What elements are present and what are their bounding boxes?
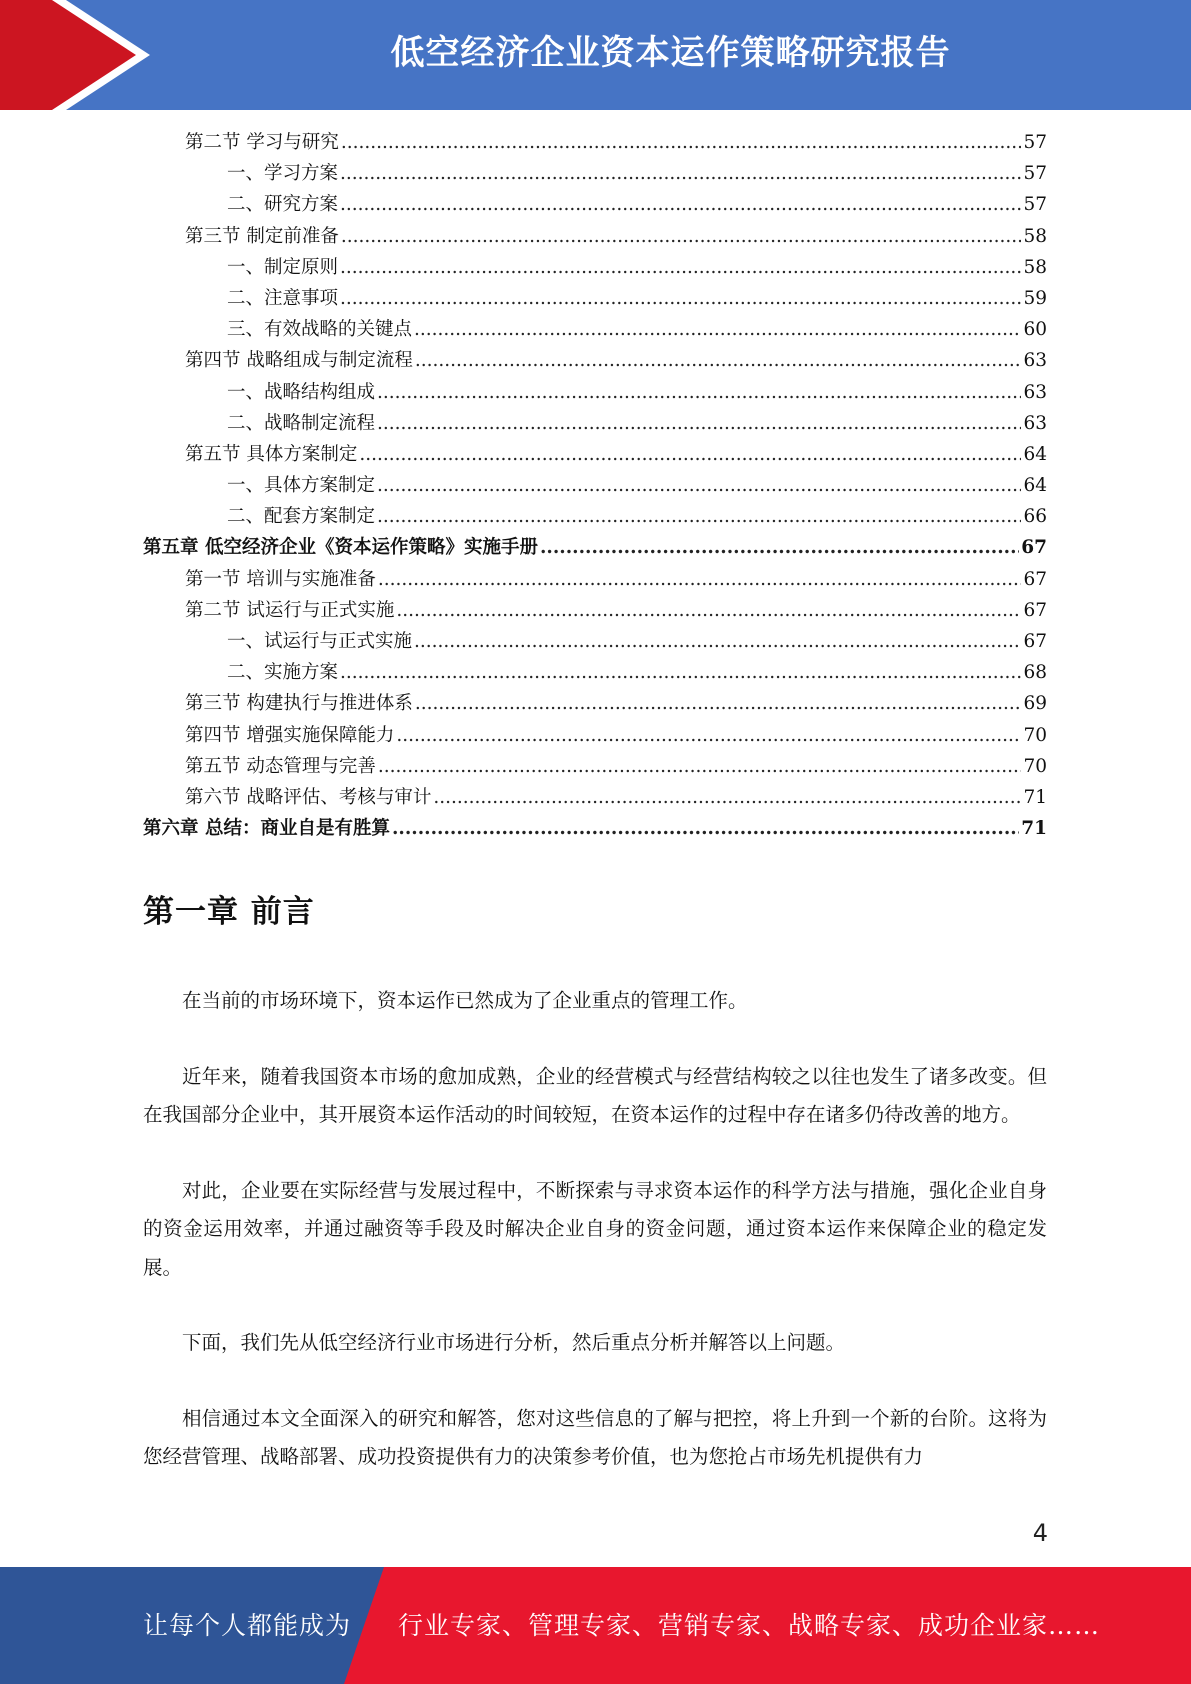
- toc-entry-label: 第五章 低空经济企业《资本运作策略》实施手册: [143, 537, 538, 559]
- toc-leader-dots: [340, 257, 1021, 278]
- toc-entry-label: 第一节 培训与实施准备: [185, 568, 376, 590]
- toc-entry-page: 67: [1021, 537, 1047, 559]
- toc-entry-page: 58: [1023, 225, 1047, 247]
- toc-entry-page: 57: [1023, 132, 1047, 153]
- toc-entry[interactable]: [143, 502, 1047, 533]
- toc-entry[interactable]: [143, 596, 1047, 627]
- toc-leader-dots: [396, 600, 1021, 621]
- toc-leader-dots: [340, 662, 1021, 683]
- toc-entry-label: 第三节 制定前准备: [185, 225, 339, 247]
- toc-entry-label: 第二节 学习与研究: [185, 132, 339, 153]
- toc-entry-label: 第五节 具体方案制定: [185, 443, 358, 465]
- toc-entry-label: 一、学习方案: [227, 163, 339, 185]
- toc-entry-label: 第四节 增强实施保障能力: [185, 724, 395, 746]
- toc-leader-dots: [377, 475, 1021, 496]
- toc-leader-dots: [377, 506, 1021, 527]
- toc-leader-dots: [396, 725, 1021, 746]
- toc-entry-label: 二、配套方案制定: [227, 506, 376, 528]
- toc-leader-dots: [340, 163, 1021, 184]
- toc-entry-page: 57: [1023, 163, 1047, 185]
- toc-entry-page: 67: [1023, 599, 1047, 621]
- toc-entry-label: 一、制定原则: [227, 256, 339, 278]
- toc-entry-label: 第五节 动态管理与完善: [185, 755, 376, 777]
- toc-leader-dots: [415, 350, 1022, 371]
- toc-entry[interactable]: [143, 471, 1047, 502]
- toc-entry[interactable]: [143, 128, 1047, 159]
- toc-entry-page: 71: [1021, 818, 1047, 840]
- footer-slogan-right: 行业专家、管理专家、营销专家、战略专家、成功企业家……: [398, 1611, 1101, 1640]
- report-title: 低空经济企业资本运作策略研究报告: [390, 33, 951, 73]
- toc-entry-page: 63: [1023, 350, 1047, 372]
- toc-leader-dots: [414, 631, 1021, 652]
- toc-entry-page: 60: [1023, 319, 1047, 341]
- toc-entry-label: 第六节 战略评估、考核与审计: [185, 786, 432, 808]
- toc-entry-label: 二、注意事项: [227, 287, 339, 309]
- toc-entry-page: 57: [1023, 194, 1047, 216]
- toc-entry-label: 第四节 战略组成与制定流程: [185, 350, 413, 372]
- toc-entry[interactable]: [143, 814, 1047, 845]
- toc-entry-label: 二、战略制定流程: [227, 412, 376, 434]
- toc-leader-dots: [377, 382, 1021, 403]
- page-footer: [0, 1567, 1191, 1684]
- toc-leader-dots: [378, 756, 1022, 777]
- toc-entry-page: 63: [1023, 381, 1047, 403]
- toc-entry[interactable]: [143, 284, 1047, 315]
- toc-entry-label: 二、研究方案: [227, 194, 339, 216]
- page-number: 4: [1032, 1519, 1048, 1547]
- toc-entry[interactable]: [143, 565, 1047, 596]
- toc-entry-label: 一、试运行与正式实施: [227, 631, 413, 652]
- toc-entry-page: 67: [1023, 631, 1047, 652]
- toc-entry-label: 三、有效战略的关键点: [227, 319, 413, 341]
- toc-entry-page: 59: [1023, 287, 1047, 309]
- toc-entry-page: 64: [1023, 443, 1047, 465]
- toc-entry-page: 63: [1023, 412, 1047, 434]
- table-of-contents: [143, 128, 1047, 845]
- toc-entry[interactable]: [143, 253, 1047, 284]
- toc-entry-page: 58: [1023, 256, 1047, 278]
- toc-leader-dots: [377, 413, 1021, 434]
- header-chevron-icon: [0, 0, 136, 110]
- toc-entry-label: 一、战略结构组成: [227, 381, 376, 403]
- chapter-heading: 第一章 前言: [143, 894, 315, 930]
- toc-entry-page: 70: [1023, 755, 1047, 777]
- toc-entry[interactable]: [143, 440, 1047, 471]
- paragraph: 相信通过本文全面深入的研究和解答，您对这些信息的了解与把控，将上升到一个新的台阶。这将为您经营管理、战略部署、成功投资提供有力的决策参考价值，也为您抢占市场先机提供有力: [143, 1406, 1047, 1468]
- paragraph: 近年来，随着我国资本市场的愈加成熟，企业的经营模式与经营结构较之以往也发生了诸多改变。但在我国部分企业中，其开展资本运作活动的时间较短，在资本运作的过程中存在诸多仍待改善的地方。: [143, 1064, 1047, 1126]
- toc-leader-dots: [340, 288, 1021, 309]
- toc-leader-dots: [415, 693, 1022, 714]
- toc-entry[interactable]: [143, 658, 1047, 689]
- paragraph: 在当前的市场环境下，资本运作已然成为了企业重点的管理工作。: [182, 989, 748, 1012]
- toc-leader-dots: [433, 787, 1021, 808]
- toc-entry[interactable]: [143, 533, 1047, 564]
- toc-leader-dots: [540, 537, 1019, 558]
- toc-leader-dots: [392, 818, 1019, 839]
- toc-entry[interactable]: [143, 315, 1047, 346]
- toc-entry[interactable]: [143, 409, 1047, 440]
- toc-leader-dots: [414, 319, 1021, 340]
- toc-entry[interactable]: [143, 378, 1047, 409]
- toc-leader-dots: [341, 226, 1022, 247]
- toc-entry[interactable]: [143, 721, 1047, 752]
- toc-entry-page: 69: [1023, 693, 1047, 715]
- toc-entry-page: 64: [1023, 475, 1047, 497]
- toc-leader-dots: [378, 569, 1022, 590]
- toc-leader-dots: [340, 194, 1021, 215]
- toc-entry[interactable]: [143, 689, 1047, 720]
- toc-entry-label: 二、实施方案: [227, 662, 339, 684]
- toc-entry[interactable]: [143, 190, 1047, 221]
- toc-leader-dots: [359, 444, 1021, 465]
- toc-entry[interactable]: [143, 752, 1047, 783]
- toc-entry-label: 一、具体方案制定: [227, 475, 376, 497]
- page-header: [0, 0, 1191, 110]
- toc-entry[interactable]: [143, 627, 1047, 658]
- toc-entry-page: 66: [1023, 506, 1047, 528]
- footer-slogan-left: 让每个人都能成为: [143, 1611, 352, 1640]
- toc-entry-label: 第三节 构建执行与推进体系: [185, 693, 413, 715]
- toc-entry-label: 第二节 试运行与正式实施: [185, 599, 395, 621]
- chapter-body: [143, 982, 1047, 1514]
- toc-entry[interactable]: [143, 159, 1047, 190]
- toc-entry[interactable]: [143, 222, 1047, 253]
- toc-entry[interactable]: [143, 783, 1047, 814]
- toc-entry-page: 68: [1023, 662, 1047, 684]
- toc-entry-label: 第六章 总结：商业自是有胜算: [143, 818, 390, 840]
- toc-entry-page: 67: [1023, 568, 1047, 590]
- toc-leader-dots: [341, 132, 1022, 153]
- toc-entry[interactable]: [143, 346, 1047, 377]
- paragraph: 对此，企业要在实际经营与发展过程中，不断探索与寻求资本运作的科学方法与措施，强化企业自身的资金运用效率，并通过融资等手段及时解决企业自身的资金问题，通过资本运作来保障企业的稳定发展。: [143, 1178, 1047, 1279]
- paragraph: 下面，我们先从低空经济行业市场进行分析，然后重点分析并解答以上问题。: [182, 1331, 846, 1354]
- toc-entry-page: 71: [1023, 786, 1047, 808]
- toc-entry-page: 70: [1023, 724, 1047, 746]
